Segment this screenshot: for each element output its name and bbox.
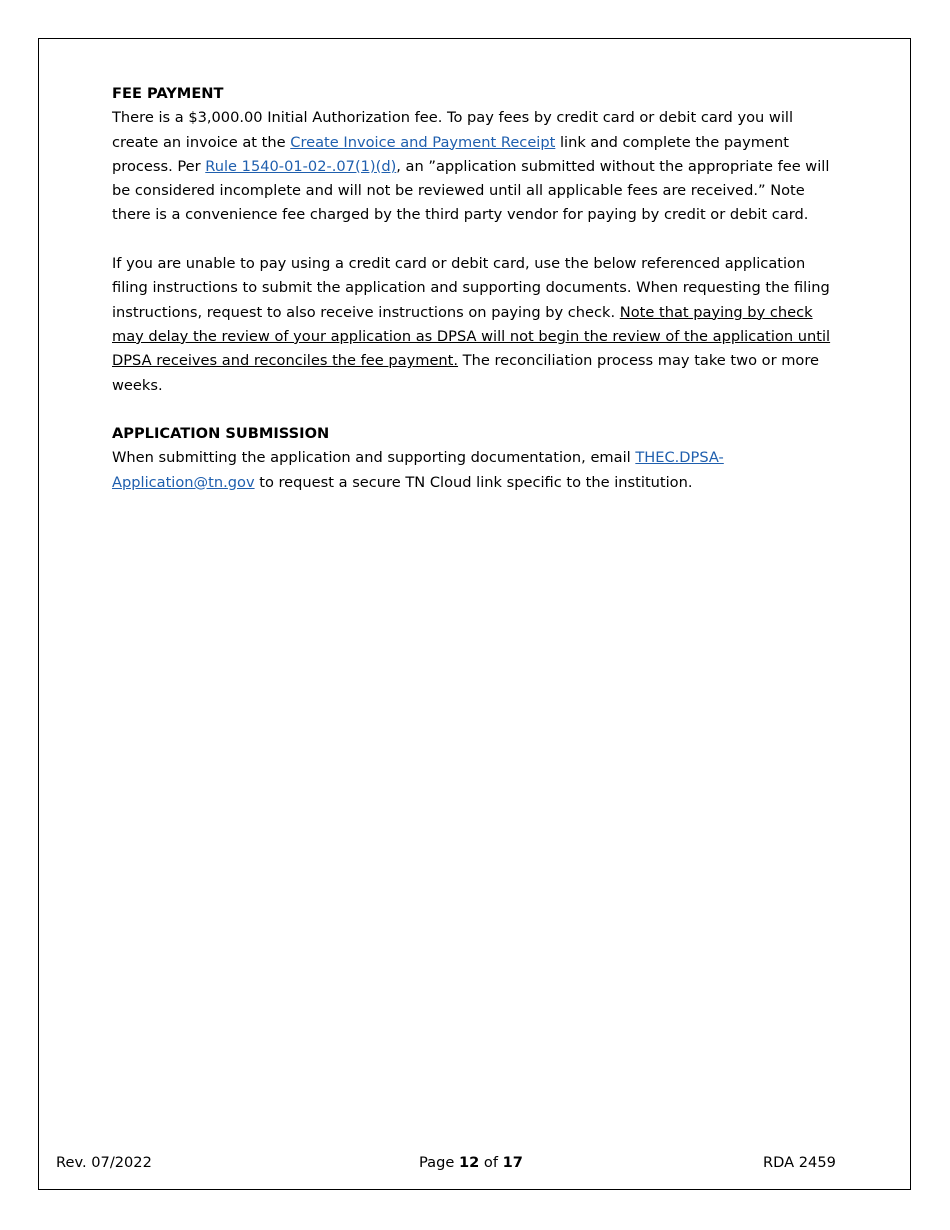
create-invoice-link[interactable]: Create Invoice and Payment Receipt — [290, 133, 556, 151]
page-total: 17 — [502, 1154, 523, 1171]
submission-text-1: When submitting the application and supporting documentation, email — [112, 449, 636, 467]
page-prefix: Page — [419, 1154, 459, 1171]
page-of: of — [479, 1154, 503, 1171]
footer-form-id: RDA 2459 — [763, 1154, 836, 1171]
rule-link[interactable]: Rule 1540-01-02-.07(1)(d) — [205, 157, 397, 175]
application-email-link[interactable]: THEC.DPSA-Application@tn.gov — [112, 449, 724, 491]
section-gap — [112, 398, 837, 422]
document-body — [112, 82, 837, 495]
fee-payment-paragraph-2 — [112, 252, 837, 398]
fee-payment-paragraph-1 — [112, 106, 837, 227]
check-delay-note: Note that paying by check may delay the review of your application as DPSA will not begin the review of the application until DPSA receives and reconciles the fee payment. — [112, 303, 831, 370]
paragraph-gap — [112, 228, 837, 252]
fee-text-3: , an ”application submitted without the appropriate fee will be considered incomplete and will not be reviewed until all applicable fees are received.” Note there is a convenience fee charged by the third party vendor for paying by credit or debit card. — [112, 157, 830, 224]
footer-revision: Rev. 07/2022 — [56, 1154, 152, 1171]
fee-text-1: There is a $3,000.00 Initial Authorization fee. To pay fees by credit card or debit card you will create an invoice at the — [112, 109, 793, 151]
check-text-2: The reconciliation process may take two or more weeks. — [112, 352, 820, 394]
footer-page-number — [419, 1152, 523, 1174]
fee-payment-heading: FEE PAYMENT — [112, 85, 224, 102]
application-submission-paragraph — [112, 446, 837, 495]
application-submission-heading: APPLICATION SUBMISSION — [112, 425, 330, 443]
submission-text-2: to request a secure TN Cloud link specific to the institution. — [254, 473, 693, 491]
page-current: 12 — [458, 1154, 480, 1171]
fee-text-2: link and complete the payment process. Per — [112, 133, 789, 175]
check-text-1: If you are unable to pay using a credit card or debit card, use the below referenced application filing instructions to submit the application and supporting documents. When requesting the filing instructions, request to also receive instructions on paying by check. — [112, 255, 830, 321]
